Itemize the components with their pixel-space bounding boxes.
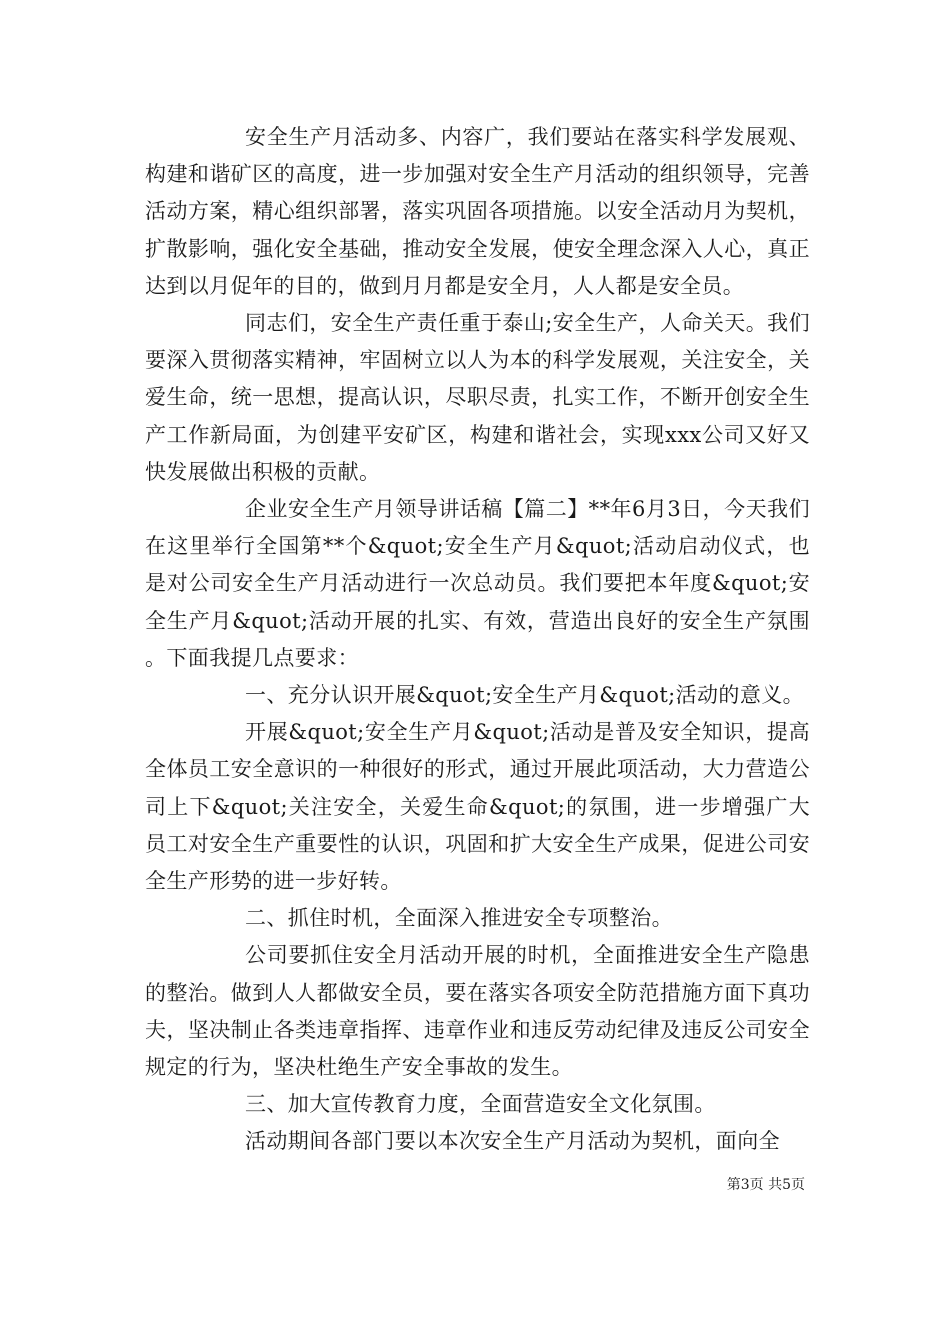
section-heading-3: 三、加大宣传教育力度，全面营造安全文化氛围。: [245, 1092, 716, 1117]
paragraph-4: 开展&quot;安全生产月&quot;活动是普及安全知识，提高全体员工安全意识的一种很好的形式，通过开展此项活动，大力营造公司上下&quot;关注安全，关爱生命&quot;的氛围，进一步增强广大员工对安全生产重要性的认识，巩固和扩大安全生产成果，促进公司安全生产形势的进一步好转。: [145, 720, 810, 894]
paragraph-2: 同志们，安全生产责任重于泰山;安全生产，人命关天。我们要深入贯彻落实精神，牢固树立以人为本的科学发展观，关注安全，关爱生命，统一思想，提高认识，尽职尽责，扎实工作，不断开创安全生产工作新局面，为创建平安矿区，构建和谐社会，实现xxx公司又好又快发展做出积极的贡献。: [145, 311, 810, 484]
document-body: [145, 119, 810, 1161]
paragraph-5: 公司要抓住安全月活动开展的时机，全面推进安全生产隐患的整治。做到人人都做安全员，要在落实各项安全防范措施方面下真功夫，坚决制止各类违章指挥、违章作业和违反劳动纪律及违反公司安全规定的行为，坚决杜绝生产安全事故的发生。: [145, 943, 810, 1080]
paragraph-6: 活动期间各部门要以本次安全生产月活动为契机，面向全: [245, 1129, 780, 1154]
paragraph-1: 安全生产月活动多、内容广，我们要站在落实科学发展观、构建和谐矿区的高度，进一步加强对安全生产月活动的组织领导，完善活动方案，精心组织部署，落实巩固各项措施。以安全活动月为契机，扩散影响，强化安全基础，推动安全发展，使安全理念深入人心，真正达到以月促年的目的，做到月月都是安全月，人人都是安全员。: [145, 125, 810, 298]
page-footer: 第3页 共5页: [726, 1177, 805, 1193]
paragraph-3: 企业安全生产月领导讲话稿【篇二】**年6月3日，今天我们在这里举行全国第**个&quot;安全生产月&quot;活动启动仪式，也是对公司安全生产月活动进行一次总动员。我们要把本年度&quot;安全生产月&quot;活动开展的扎实、有效，营造出良好的安全生产氛围。下面我提几点要求：: [145, 497, 810, 670]
section-heading-1: 一、充分认识开展&quot;安全生产月&quot;活动的意义。: [245, 683, 805, 708]
section-heading-2: 二、抓住时机，全面深入推进安全专项整治。: [245, 906, 673, 931]
